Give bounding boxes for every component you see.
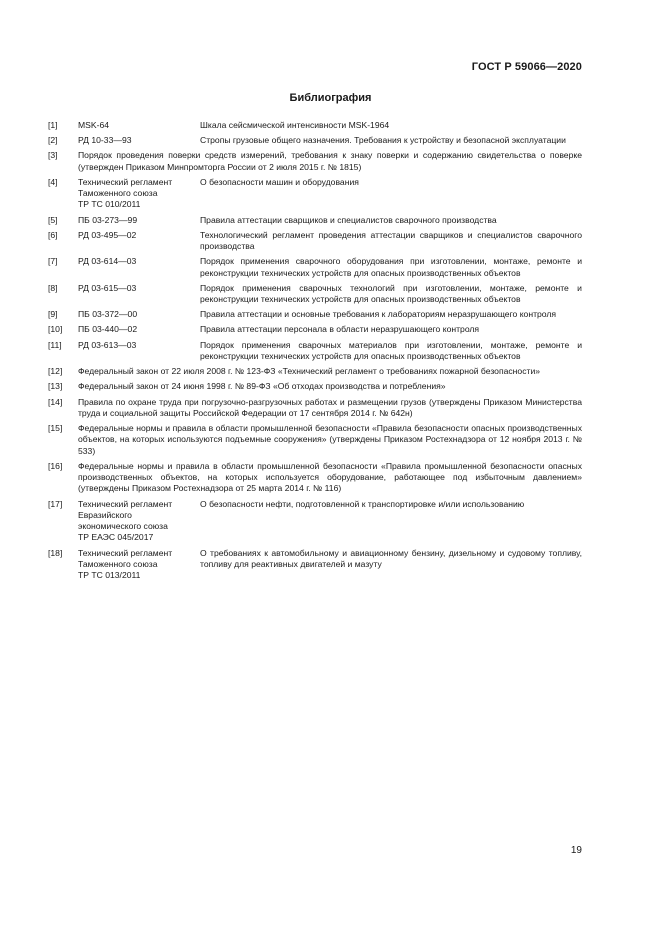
bibliography-list xyxy=(48,120,582,585)
document-code-header: ГОСТ Р 59066—2020 xyxy=(471,61,582,73)
entry-designation xyxy=(78,499,200,544)
entry-number: [12] xyxy=(48,366,63,377)
bibliography-entry xyxy=(48,366,582,377)
entry-designation-line: РД 03-613—03 xyxy=(78,339,137,350)
entry-title: Правила аттестации персонала в области неразрушающего контроля xyxy=(200,324,480,335)
bibliography-entry xyxy=(48,461,582,495)
bibliography-entry xyxy=(48,215,582,226)
entry-designation xyxy=(78,324,200,335)
entry-number: [15] xyxy=(48,423,63,433)
entry-title: Технологический регламент проведения аттестации сварщиков и специалистов сварочного производства xyxy=(200,229,582,252)
entry-text: Федеральный закон от 24 июня 1998 г. № 89-ФЗ «Об отходах производства и потребления» xyxy=(78,381,446,392)
page-title: Библиография xyxy=(289,92,372,104)
entry-number: [7] xyxy=(48,256,58,267)
entry-number: [5] xyxy=(48,214,58,225)
entry-number: [13] xyxy=(48,381,63,392)
bibliography-entry xyxy=(48,381,582,392)
entry-title: Правила аттестации и основные требования к лабораториям неразрушающего контроля xyxy=(200,309,557,320)
entry-designation xyxy=(78,283,200,306)
entry-designation-line: ТР ТС 010/2011 xyxy=(78,199,141,210)
bibliography-entry xyxy=(48,120,582,131)
page-number: 19 xyxy=(570,845,582,856)
entry-title: Порядок применения сварочных материалов при изготовлении, монтаже, ремонте и реконструкции технических устройств для опасных производственных объектов xyxy=(200,339,582,361)
entry-title: Порядок применения сварочного оборудования при изготовлении, монтаже, ремонте и реконструкции технических устройств для опасных производственных объектов xyxy=(200,256,582,278)
entry-designation xyxy=(78,548,200,582)
entry-designation-line: Технический регламент xyxy=(78,547,173,558)
entry-designation-line: Таможенного союза xyxy=(78,188,158,199)
entry-title: О требованиях к автомобильному и авиационному бензину, дизельному и судовому топливу, топливу для реактивных двигателей и мазуту xyxy=(200,547,582,569)
entry-designation-line: ПБ 03-440—02 xyxy=(78,324,138,335)
entry-designation xyxy=(78,135,200,146)
entry-number: [6] xyxy=(48,229,58,240)
entry-designation-line: РД 03-615—03 xyxy=(78,282,137,293)
bibliography-entry xyxy=(48,340,582,363)
entry-designation-line: РД 03-495—02 xyxy=(78,229,137,240)
entry-designation-line: Технический регламент xyxy=(78,498,173,509)
entry-number: [11] xyxy=(48,339,62,350)
entry-designation-line: РД 03-614—03 xyxy=(78,256,137,267)
entry-designation xyxy=(78,177,200,211)
entry-designation-line: Таможенного союза xyxy=(78,558,158,569)
entry-title: Порядок применения сварочных технологий при изготовлении, монтаже, ремонте и реконструкции технических устройств для опасных производственных объектов xyxy=(200,282,582,305)
entry-number: [14] xyxy=(48,396,63,407)
entry-number: [8] xyxy=(48,282,58,293)
entry-title: Стропы грузовые общего назначения. Требования к устройству и безопасной эксплуатации xyxy=(200,135,566,146)
entry-text: Порядок проведения поверки средств измерений, требования к знаку поверки и содержанию свидетельства о поверке (утвержден Приказом Минпромторга России от 2 июля 2015 г. № 1815) xyxy=(78,150,582,172)
entry-designation-line: MSK-64 xyxy=(78,120,110,130)
entry-text: Федеральные нормы и правила в области промышленной безопасности «Правила промышленной безопасности опасных производственных объектов, на которых используется оборудование, работающее под избыточным давлением» (утверждены Приказом Ростехнадзора от 25 марта 2014 г. № 116) xyxy=(78,460,582,494)
bibliography-entry xyxy=(48,283,582,306)
entry-designation xyxy=(78,309,200,320)
bibliography-entry xyxy=(48,135,582,146)
entry-title: О безопасности машин и оборудования xyxy=(200,176,359,187)
bibliography-entry xyxy=(48,324,582,335)
bibliography-entry xyxy=(48,230,582,253)
entry-title: О безопасности нефти, подготовленной к транспортировке и/или использованию xyxy=(200,498,525,509)
entry-designation-line: ПБ 03-273—99 xyxy=(78,214,138,225)
entry-designation-line: экономического союза xyxy=(78,521,168,532)
entry-designation xyxy=(78,256,200,279)
entry-designation-line: РД 10-33—93 xyxy=(78,135,132,146)
entry-designation-line: ТР ТС 013/2011 xyxy=(78,570,141,581)
bibliography-entry xyxy=(48,177,582,211)
bibliography-entry xyxy=(48,499,582,544)
entry-number: [18] xyxy=(48,547,63,558)
entry-text: Федеральные нормы и правила в области промышленной безопасности «Правила безопасности опасных производственных объектов, на которых используются подъемные сооружения» (утверждены Приказом Ростехнадзора от 12 ноября 2013 г. № 533) xyxy=(78,423,582,456)
bibliography-entry xyxy=(48,150,582,173)
entry-text: Федеральный закон от 22 июля 2008 г. № 123-ФЗ «Технический регламент о требованиях пожарной безопасности» xyxy=(78,366,541,377)
bibliography-entry xyxy=(48,309,582,320)
entry-number: [1] xyxy=(48,120,58,130)
entry-designation-line: ТР ЕАЭС 045/2017 xyxy=(78,532,154,543)
entry-number: [16] xyxy=(48,460,63,471)
entry-designation xyxy=(78,215,200,226)
entry-number: [2] xyxy=(48,135,58,146)
bibliography-entry xyxy=(48,397,582,420)
entry-designation xyxy=(78,230,200,253)
entry-number: [3] xyxy=(48,150,58,161)
entry-number: [17] xyxy=(48,498,63,509)
entry-designation-line: ПБ 03-372—00 xyxy=(78,309,138,320)
entry-text: Правила по охране труда при погрузочно-разгрузочных работах и размещении грузов (утверждены Приказом Министерства труда и социальной защиты Российской Федерации от 17 сентября 2014 г. № 642н) xyxy=(78,396,582,418)
entry-designation xyxy=(78,340,200,363)
entry-number: [10] xyxy=(48,324,63,335)
entry-title: Правила аттестации сварщиков и специалистов сварочного производства xyxy=(200,214,497,225)
bibliography-entry xyxy=(48,423,582,457)
entry-number: [9] xyxy=(48,309,58,320)
bibliography-entry xyxy=(48,256,582,279)
entry-designation-line: Технический регламент xyxy=(78,176,173,187)
entry-designation xyxy=(78,120,200,131)
bibliography-entry xyxy=(48,548,582,582)
entry-number: [4] xyxy=(48,176,58,187)
entry-designation-line: Евразийского xyxy=(78,509,132,520)
entry-title: Шкала сейсмической интенсивности MSK-1964 xyxy=(200,120,390,130)
